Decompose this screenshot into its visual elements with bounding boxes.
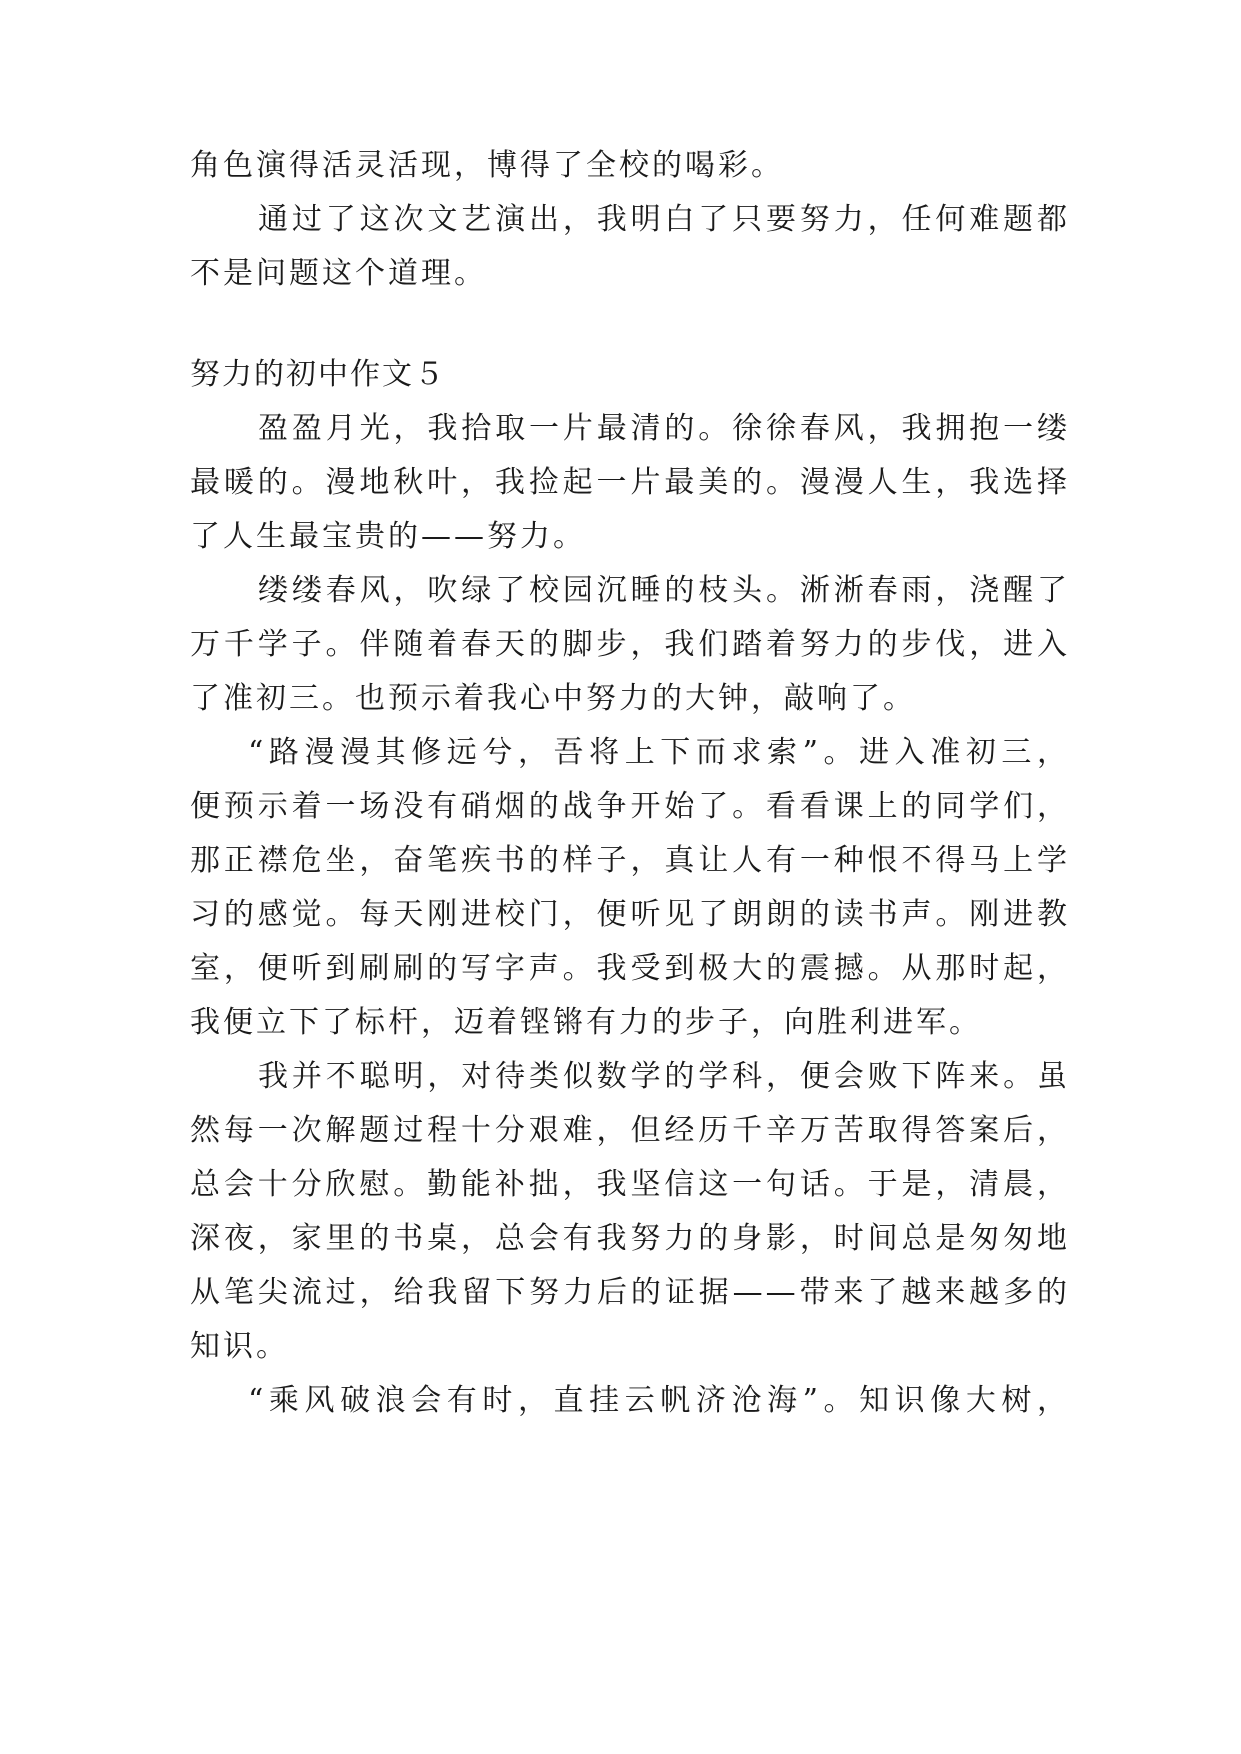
- paragraph-first-line: 盈盈月光，我拾取一片最清的。徐徐春风，我拥抱一缕: [258, 411, 1070, 446]
- text-line: 那正襟危坐，奋笔疾书的样子，真让人有一种恨不得马上学: [190, 843, 1070, 878]
- section-heading: 努力的初中作文５: [190, 357, 446, 392]
- text-line: 万千学子。伴随着春天的脚步，我们踏着努力的步伐，进入: [190, 627, 1070, 662]
- paragraph-first-line: “路漫漫其修远兮，吾将上下而求索”。进入准初三，: [248, 735, 1070, 770]
- text-line: 最暖的。漫地秋叶，我捡起一片最美的。漫漫人生，我选择: [190, 465, 1070, 500]
- text-line: 便预示着一场没有硝烟的战争开始了。看看课上的同学们，: [190, 789, 1070, 824]
- text-line: 角色演得活灵活现，博得了全校的喝彩。: [190, 148, 784, 183]
- text-line: 不是问题这个道理。: [190, 256, 487, 291]
- paragraph-first-line: “乘风破浪会有时，直挂云帆济沧海”。知识像大树，: [248, 1383, 1070, 1418]
- text-line: 然每一次解题过程十分艰难，但经历千辛万苦取得答案后，: [190, 1113, 1070, 1148]
- paragraph-first-line: 通过了这次文艺演出，我明白了只要努力，任何难题都: [258, 202, 1070, 237]
- text-line: 深夜，家里的书桌，总会有我努力的身影，时间总是匆匆地: [190, 1221, 1070, 1256]
- text-line: 室，便听到刷刷的写字声。我受到极大的震撼。从那时起，: [190, 951, 1070, 986]
- text-line: 我便立下了标杆，迈着铿锵有力的步子，向胜利进军。: [190, 1005, 982, 1040]
- text-line: 了准初三。也预示着我心中努力的大钟，敲响了。: [190, 681, 916, 716]
- text-line: 习的感觉。每天刚进校门，便听见了朗朗的读书声。刚进教: [190, 897, 1070, 932]
- text-line: 了人生最宝贵的——努力。: [190, 519, 586, 554]
- text-line: 知识。: [190, 1329, 289, 1364]
- paragraph-first-line: 我并不聪明，对待类似数学的学科，便会败下阵来。虽: [258, 1059, 1070, 1094]
- paragraph-first-line: 缕缕春风，吹绿了校园沉睡的枝头。淅淅春雨，浇醒了: [258, 573, 1070, 608]
- text-line: 总会十分欣慰。勤能补拙，我坚信这一句话。于是，清晨，: [190, 1167, 1070, 1202]
- text-line: 从笔尖流过，给我留下努力后的证据——带来了越来越多的: [190, 1275, 1070, 1310]
